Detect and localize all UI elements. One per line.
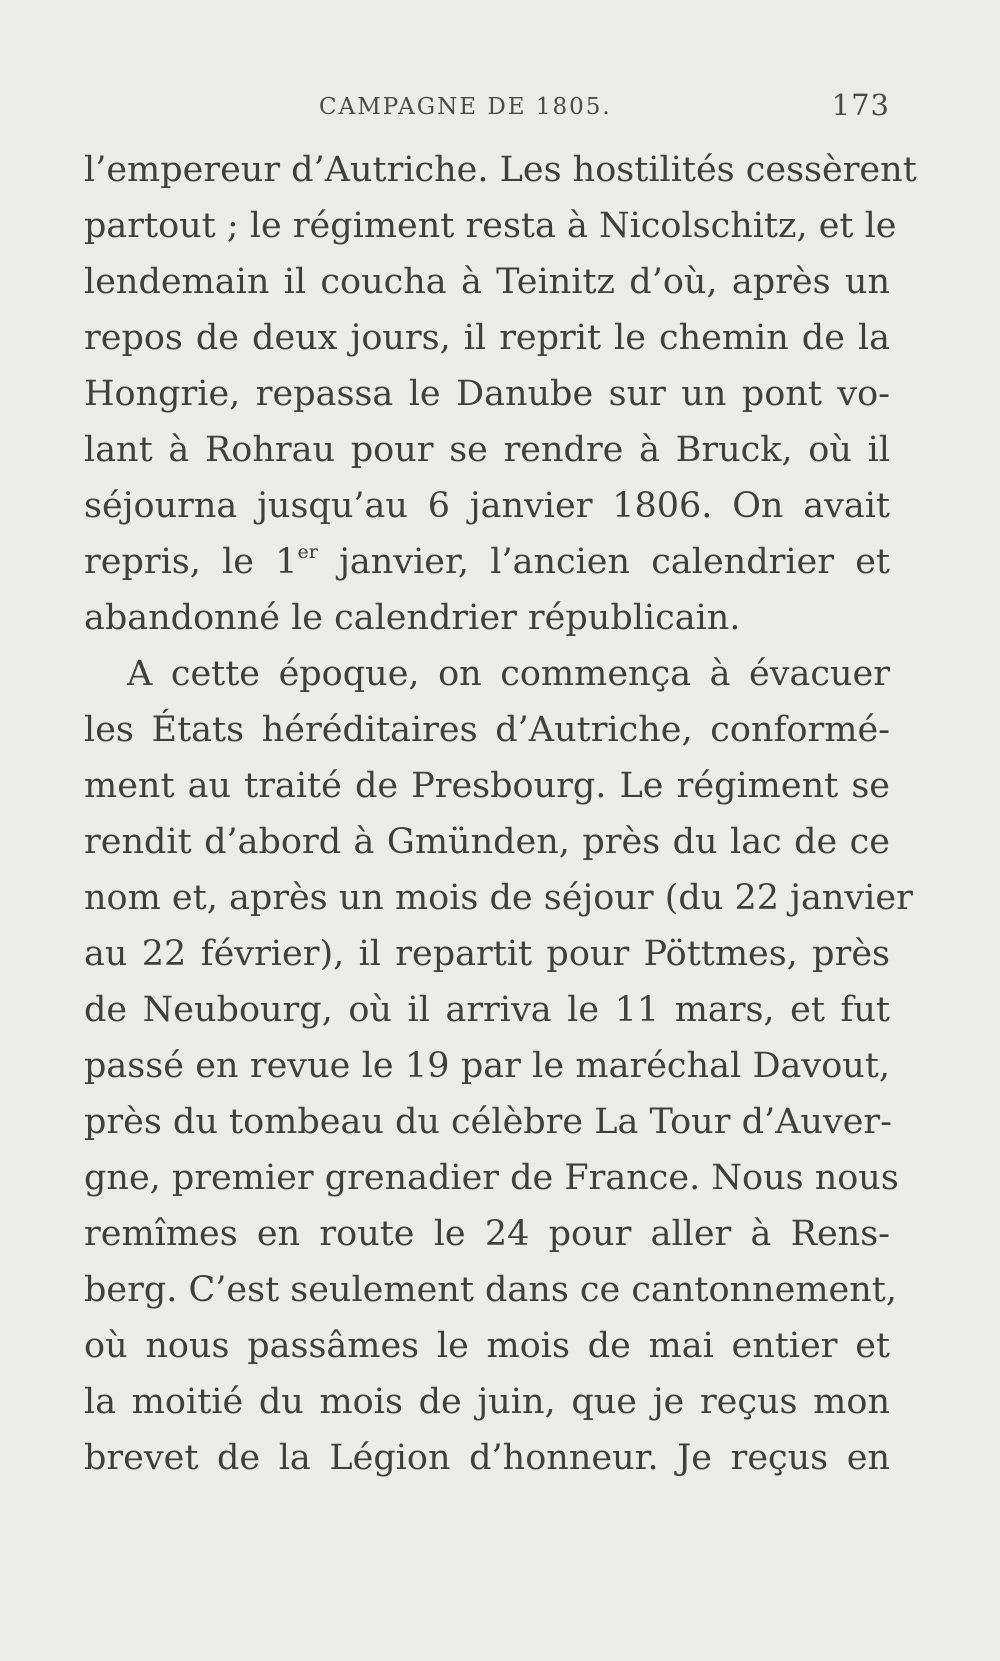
text-fragment: janvier, l’ancien calendrier et [317,542,890,582]
body-text [84,142,917,1486]
text-line: au 22 février), il repartit pour Pöttmes, près [84,934,890,974]
paragraph-2 [84,646,913,1486]
text-line: A cette époque, on commença à évacuer [127,654,890,694]
text-fragment: repris, le 1 [84,542,298,582]
text-line: la moitié du mois de juin, que je reçus mon [84,1382,890,1422]
text-line: brevet de la Légion d’honneur. Je reçus en [84,1438,890,1478]
text-line: près du tombeau du célèbre La Tour d’Auver- [84,1102,892,1142]
superscript-ordinal: er [297,541,318,564]
paragraph-1 [84,142,917,646]
text-line: Hongrie, repassa le Danube sur un pont vo- [84,374,890,414]
text-line: séjourna jusqu’au 6 janvier 1806. On avait [84,486,890,526]
text-line: rendit d’abord à Gmünden, près du lac de ce [84,822,890,862]
text-line: de Neubourg, où il arriva le 11 mars, et fut [84,990,890,1030]
text-line: remîmes en route le 24 pour aller à Rens- [84,1214,890,1254]
text-line: ment au traité de Presbourg. Le régiment se [84,766,890,806]
text-line: berg. C’est seulement dans ce cantonnement, [84,1270,897,1310]
text-line: abandonné le calendrier républicain. [84,598,741,638]
text-line: l’empereur d’Autriche. Les hostilités cessèrent [84,150,917,190]
text-line: gne, premier grenadier de France. Nous nous [84,1158,899,1198]
running-head [84,86,890,126]
text-line: partout ; le régiment resta à Nicolschitz, et le [84,206,897,246]
running-title: CAMPAGNE DE 1805. [319,94,612,120]
text-line: les États héréditaires d’Autriche, conformé- [84,710,890,750]
text-line: lant à Rohrau pour se rendre à Bruck, où il [84,430,890,470]
page-number: 173 [831,88,890,122]
text-line-with-superscript [84,534,890,590]
text-line: passé en revue le 19 par le maréchal Davout, [84,1046,890,1086]
text-line: où nous passâmes le mois de mai entier et [84,1326,890,1366]
text-line: lendemain il coucha à Teinitz d’où, après un [84,262,890,302]
text-line: nom et, après un mois de séjour (du 22 janvier [84,878,913,918]
text-line: repos de deux jours, il reprit le chemin de la [84,318,890,358]
